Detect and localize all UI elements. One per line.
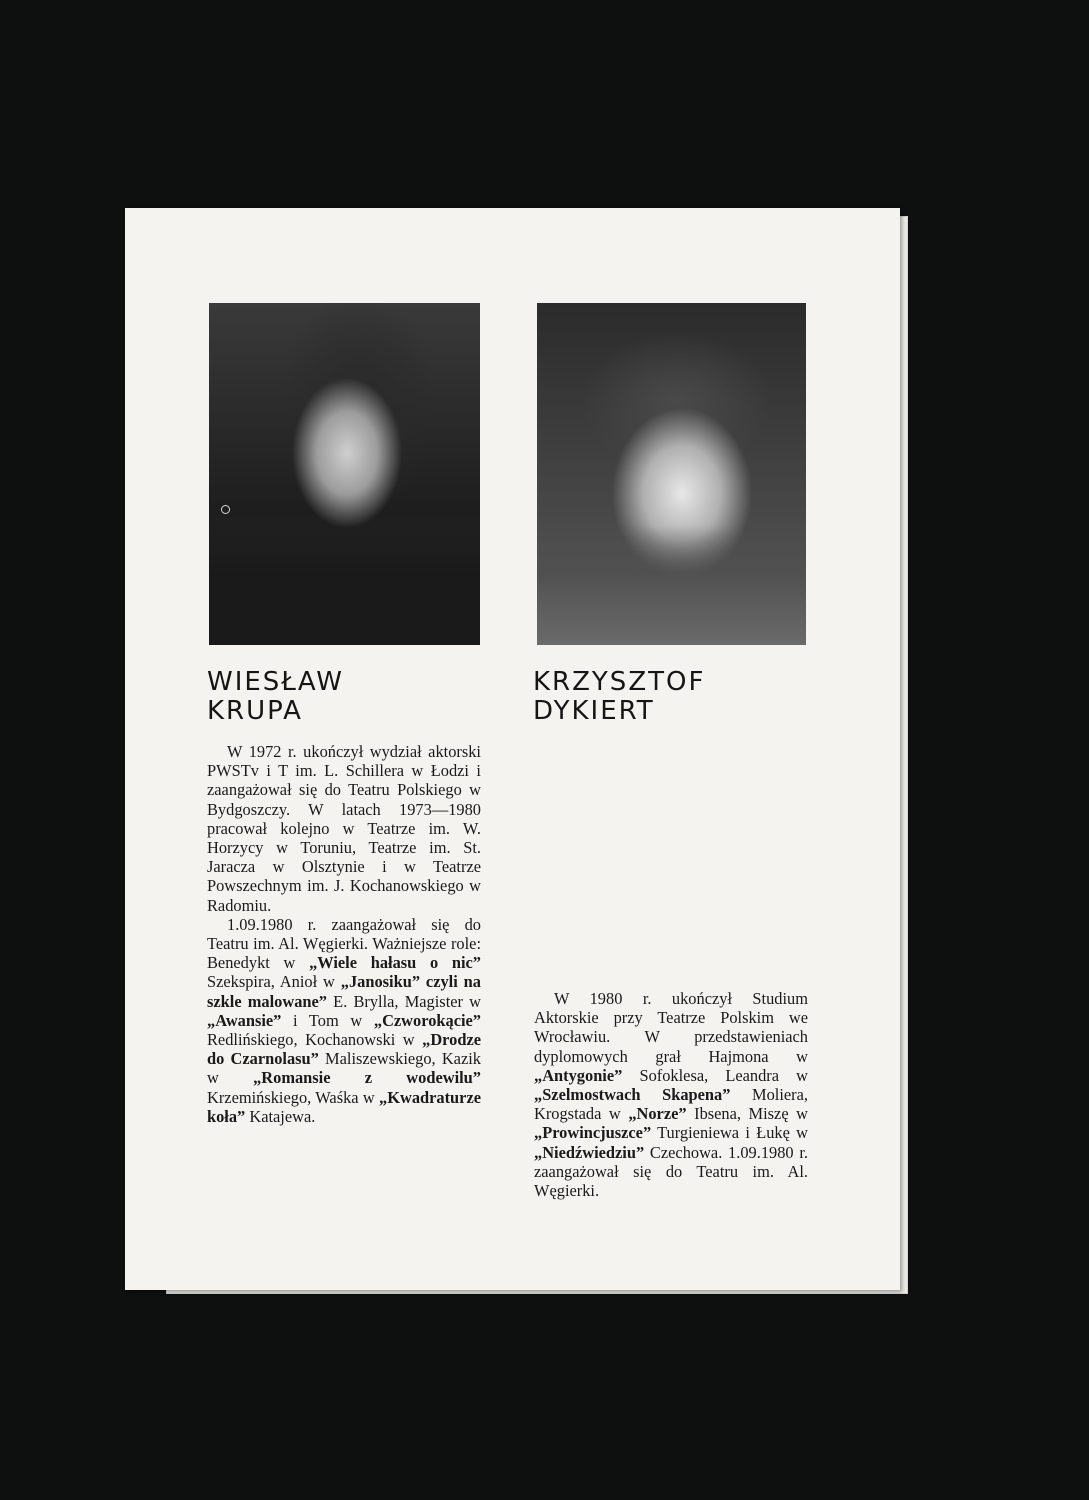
- bio-paragraph: [207, 742, 481, 915]
- play-title: „Kwadraturze koła”: [207, 1087, 481, 1126]
- bio-text: W 1972 r. ukończył wydział aktorski PWSTv i T im. L. Schillera w Łodzi i zaangażował się do Teatru Polskiego w Bydgoszczy. W latach 1973—1980 pracował kolejno w Teatrze im. W. Horzycy w Toruniu, Teatrze im. St. Jaracza w Olsztynie i w Teatrze Powszechnym im. J. Kochanowskiego w Radomiu.: [207, 742, 481, 915]
- play-title: „Niedźwiedziu”: [534, 1142, 645, 1162]
- bio-text: Moliera, Krogstada w: [534, 1085, 808, 1124]
- play-title: „Czworokącie”: [373, 1010, 481, 1030]
- bio-text: Maliszewskiego, Kazik w: [207, 1049, 481, 1088]
- bio-text: Sofoklesa, Leandra w: [622, 1065, 808, 1085]
- bio-text: Redlińskiego, Kochanowski w: [207, 1030, 423, 1050]
- actor-first-name: WIESŁAW: [207, 667, 344, 697]
- actor-name-left: [207, 668, 344, 726]
- bio-text: i Tom w: [281, 1010, 374, 1030]
- bio-paragraph: [534, 989, 808, 1200]
- bio-text: 1.09.1980 r. zaangażował się do Teatru im. Al. Węgierki. Ważniejsze role: Benedykt w: [207, 914, 481, 973]
- photo-shading: [209, 525, 480, 645]
- bio-text: Szekspira, Anioł w: [207, 972, 341, 992]
- portrait-photo-right: [537, 303, 806, 645]
- program-page: [125, 208, 900, 1290]
- bio-text: Ibsena, Miszę w: [686, 1104, 808, 1124]
- actor-bio-right: [534, 989, 808, 1200]
- play-title: „Norze”: [628, 1104, 687, 1124]
- photo-ring-mark: [221, 505, 230, 514]
- photo-shading: [537, 525, 806, 645]
- actor-bio-left: [207, 742, 481, 1126]
- portrait-photo-left: [209, 303, 480, 645]
- bio-text: Krzemińskiego, Waśka w: [207, 1087, 380, 1107]
- actor-first-name: KRZYSZTOF: [533, 667, 706, 697]
- play-title: „Drodze do Czarnolasu”: [207, 1030, 481, 1069]
- bio-paragraph: [207, 915, 481, 1126]
- play-title: „Prowincjuszce”: [534, 1123, 652, 1143]
- actor-last-name: KRUPA: [207, 696, 303, 726]
- play-title: „Awansie”: [207, 1010, 282, 1030]
- bio-text: E. Brylla, Magister w: [327, 991, 481, 1011]
- bio-text: W 1980 r. ukończył Studium Aktorskie przy Teatrze Polskim we Wrocławiu. W przedstawieniach dyplomowych grał Hajmona w: [534, 989, 808, 1066]
- play-title: „Janosiku” czyli na szkle malowane”: [207, 972, 481, 1011]
- bio-text: Katajewa.: [245, 1106, 316, 1126]
- actor-last-name: DYKIERT: [533, 696, 655, 726]
- actor-name-right: [533, 668, 705, 726]
- bio-text: Czechowa. 1.09.1980 r. zaangażował się do Teatru im. Al. Węgierki.: [534, 1142, 808, 1201]
- play-title: „Antygonie”: [534, 1065, 623, 1085]
- bio-text: Turgieniewa i Łukę w: [651, 1123, 808, 1143]
- play-title: „Szelmostwach Skapena”: [534, 1085, 731, 1105]
- play-title: „Romansie z wodewilu”: [253, 1068, 481, 1088]
- play-title: „Wiele hałasu o nic”: [309, 953, 481, 973]
